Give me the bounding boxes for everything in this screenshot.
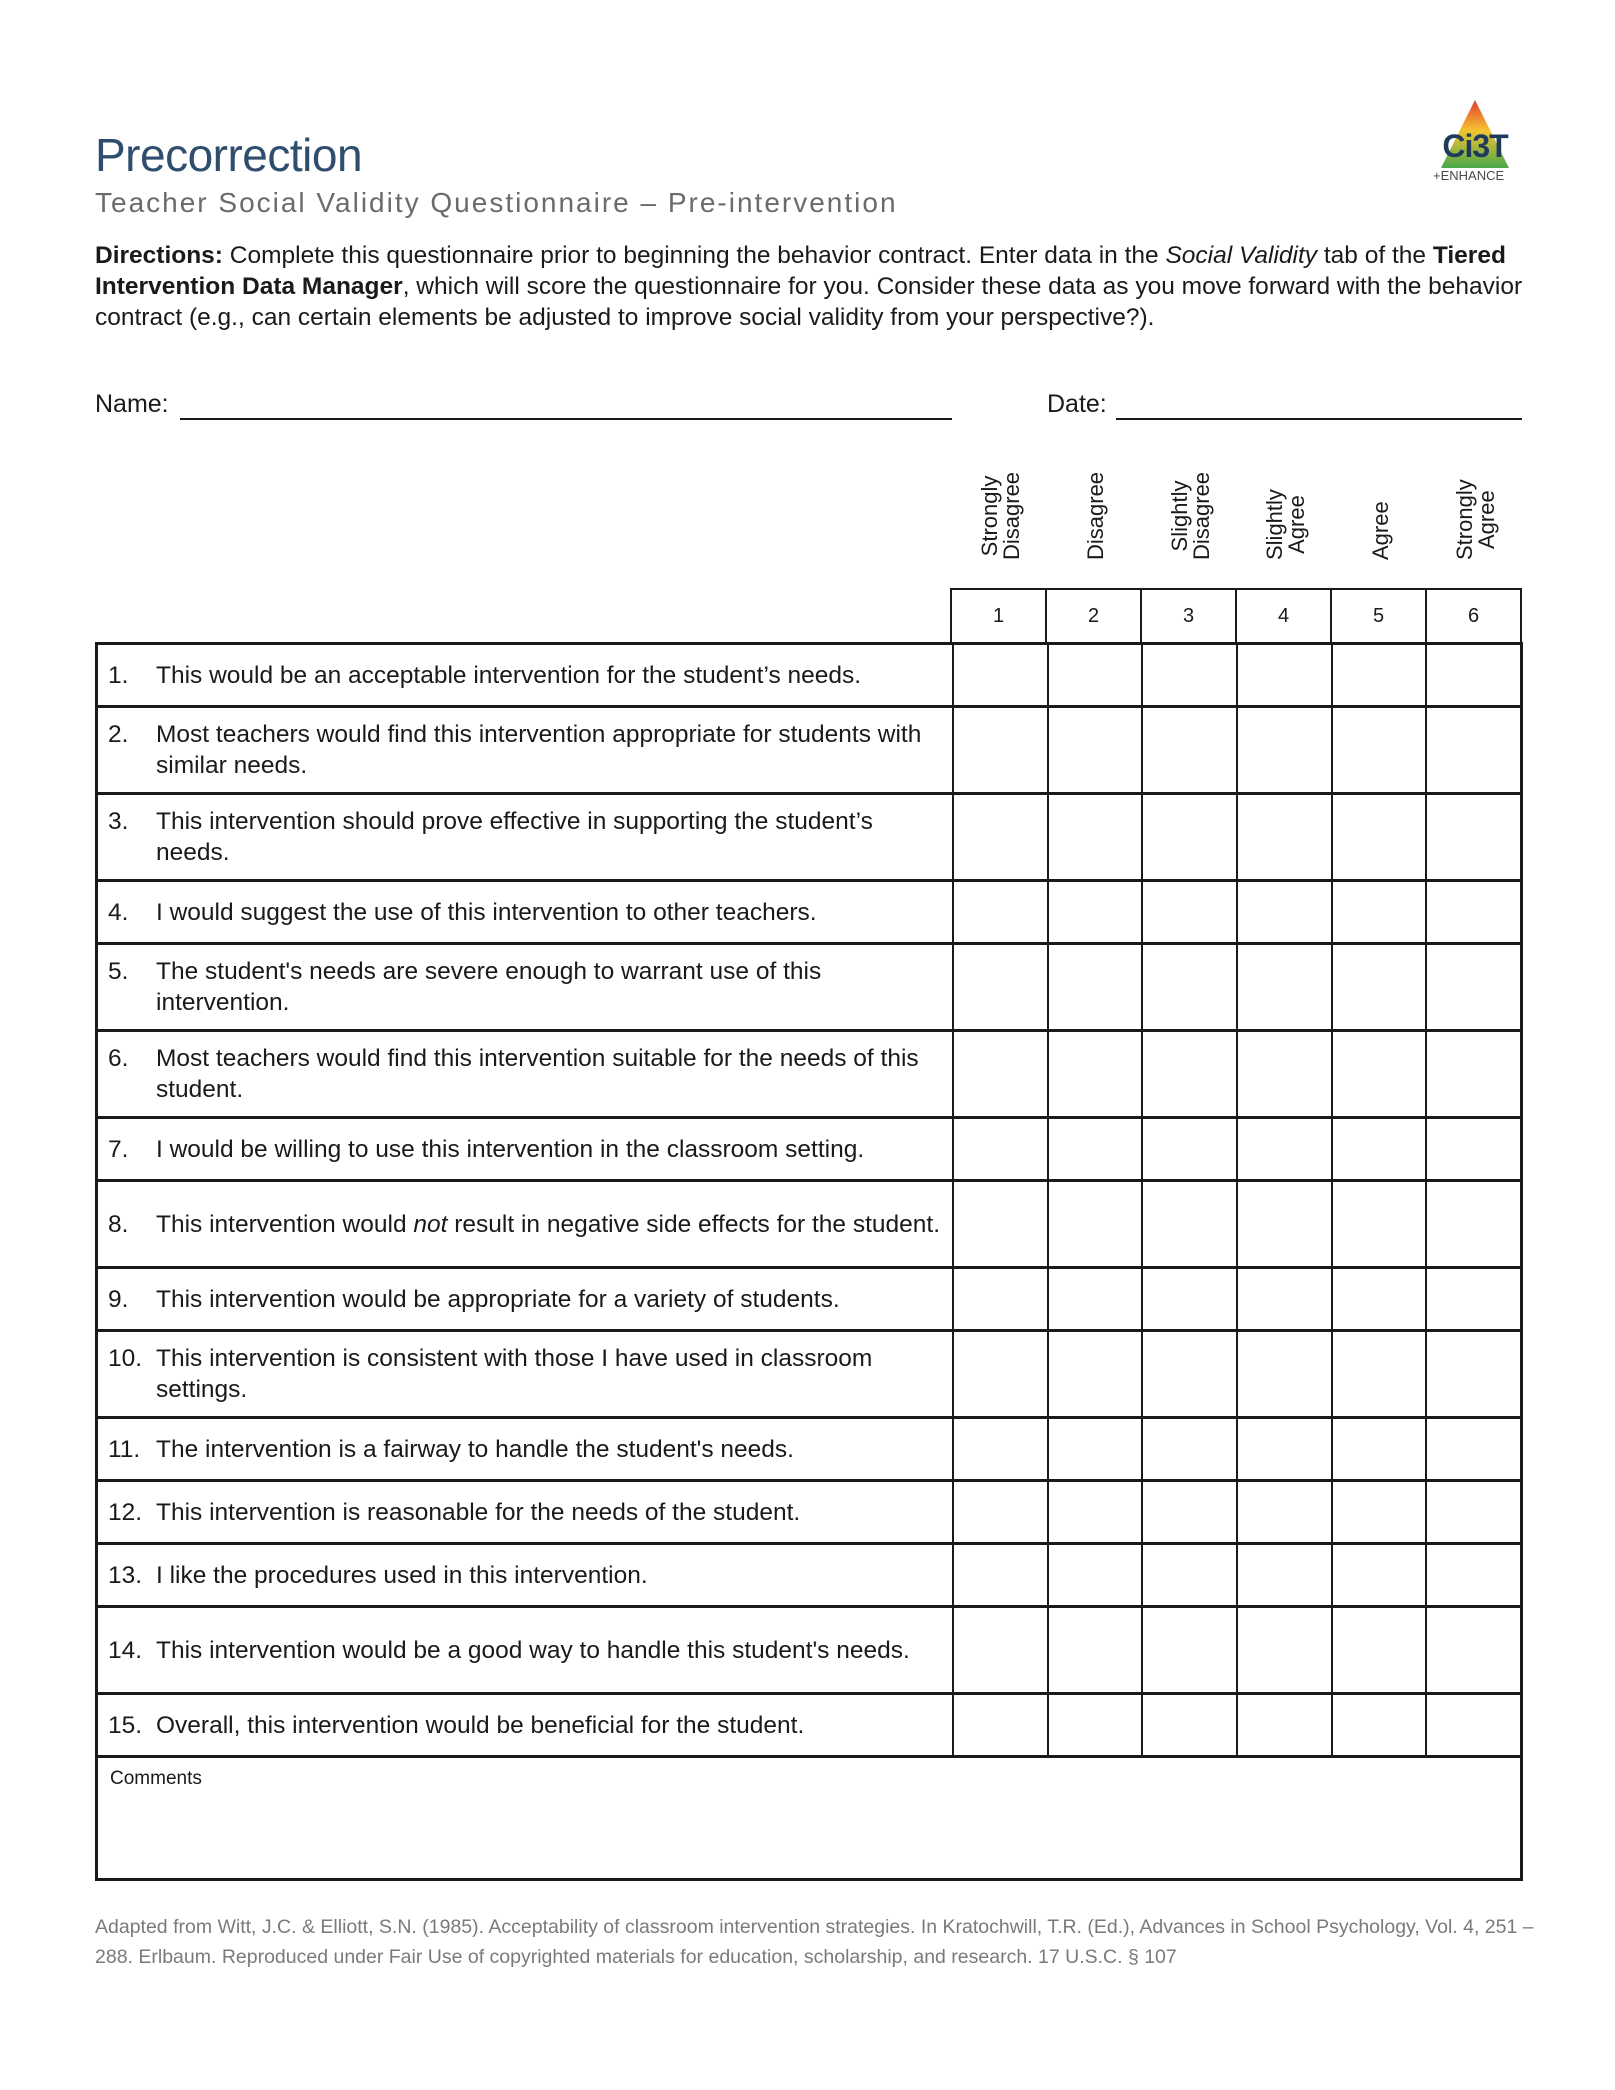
rating-cell-3[interactable] (1142, 1607, 1237, 1694)
rating-cell-6[interactable] (1426, 1607, 1521, 1694)
rating-cell-5[interactable] (1332, 1118, 1427, 1181)
rating-cell-5[interactable] (1332, 794, 1427, 881)
rating-cell-4[interactable] (1237, 1544, 1332, 1607)
rating-cell-5[interactable] (1332, 944, 1427, 1031)
scale-number-6: 6 (1426, 589, 1521, 643)
question-number: 8. (108, 1210, 129, 1238)
scale-label-6: Strongly Agree (1451, 479, 1499, 560)
rating-cell-2[interactable] (1048, 881, 1143, 944)
rating-cell-1[interactable] (953, 1544, 1048, 1607)
directions-italic: Social Validity (1165, 242, 1318, 269)
rating-cell-4[interactable] (1237, 1181, 1332, 1268)
rating-cell-4[interactable] (1237, 707, 1332, 794)
rating-cell-1[interactable] (953, 1268, 1048, 1331)
question-row-8 (97, 1181, 1522, 1268)
rating-cell-3[interactable] (1142, 944, 1237, 1031)
question-row-15 (97, 1694, 1522, 1757)
rating-cell-6[interactable] (1426, 1418, 1521, 1481)
scale-number-5: 5 (1331, 589, 1426, 643)
rating-cell-4[interactable] (1237, 1418, 1332, 1481)
question-row-13 (97, 1544, 1522, 1607)
question-text: This intervention would be appropriate for a variety of students. (156, 1285, 840, 1313)
rating-cell-3[interactable] (1142, 1694, 1237, 1757)
question-number: 1. (108, 661, 129, 689)
question-row-7 (97, 1118, 1522, 1181)
rating-cell-5[interactable] (1332, 644, 1427, 707)
rating-cell-2[interactable] (1048, 1694, 1143, 1757)
name-label: Name: (95, 390, 169, 418)
rating-cell-3[interactable] (1142, 1031, 1237, 1118)
rating-cell-6[interactable] (1426, 794, 1521, 881)
rating-cell-6[interactable] (1426, 1031, 1521, 1118)
rating-cell-6[interactable] (1426, 1331, 1521, 1418)
question-text: I would suggest the use of this intervention to other teachers. (156, 898, 817, 926)
question-text: This intervention is reasonable for the needs of the student. (156, 1498, 801, 1526)
rating-cell-1[interactable] (953, 794, 1048, 881)
rating-cell-4[interactable] (1237, 881, 1332, 944)
rating-cell-4[interactable] (1237, 1694, 1332, 1757)
rating-cell-1[interactable] (953, 1118, 1048, 1181)
directions-part-3: , which will score the questionnaire for you. Consider these data as you move forward with the behavior contract (e.g., can certain elements be adjusted to improve social validity from your perspective?). (95, 273, 1523, 331)
scale-label-3: Slightly Disagree (1166, 471, 1214, 560)
question-number: 2. (108, 721, 129, 748)
scale-number-header (950, 588, 1522, 644)
question-number: 9. (108, 1285, 129, 1313)
rating-cell-1[interactable] (953, 644, 1048, 707)
rating-cell-2[interactable] (1048, 1331, 1143, 1418)
question-row-14 (97, 1607, 1522, 1694)
scale-label-2: Disagree (1082, 471, 1108, 560)
rating-cell-3[interactable] (1142, 644, 1237, 707)
rating-cell-6[interactable] (1426, 1268, 1521, 1331)
directions-label: Directions: (95, 242, 223, 269)
date-field[interactable] (1116, 418, 1522, 420)
citation-footer: Adapted from Witt, J.C. & Elliott, S.N. (1985). Acceptability of classroom intervention strategies. In Kratochwill, T.R. (Ed.), Advances in School Psychology, Vol. 4, 251 – 288. Erlbaum. Reproduced under Fair Use of copyrighted materials for education, scholarship, and research. 17 U.S.C. § 107 (95, 1916, 1534, 1968)
rating-cell-3[interactable] (1142, 1331, 1237, 1418)
rating-cell-4[interactable] (1237, 1268, 1332, 1331)
question-text: This intervention should prove effective in supporting the student’s needs. (156, 808, 873, 866)
rating-cell-1[interactable] (953, 1181, 1048, 1268)
rating-cell-2[interactable] (1048, 707, 1143, 794)
question-text: This intervention is consistent with those I have used in classroom settings. (156, 1345, 873, 1403)
rating-cell-5[interactable] (1332, 707, 1427, 794)
question-number: 15. (108, 1711, 143, 1739)
rating-cell-3[interactable] (1142, 1181, 1237, 1268)
question-number: 3. (108, 808, 129, 835)
rating-cell-2[interactable] (1048, 1481, 1143, 1544)
question-text: Most teachers would find this intervention suitable for the needs of this student. (156, 1045, 919, 1103)
question-row-1 (97, 644, 1522, 707)
scale-number-3: 3 (1141, 589, 1236, 643)
scale-number-4: 4 (1236, 589, 1331, 643)
rating-cell-2[interactable] (1048, 1544, 1143, 1607)
rating-cell-6[interactable] (1426, 1481, 1521, 1544)
rating-cell-4[interactable] (1237, 1118, 1332, 1181)
rating-cell-6[interactable] (1426, 1181, 1521, 1268)
question-row-5 (97, 944, 1522, 1031)
rating-cell-4[interactable] (1237, 1031, 1332, 1118)
question-text: I would be willing to use this intervention in the classroom setting. (156, 1135, 865, 1163)
question-number: 14. (108, 1636, 143, 1664)
question-row-9 (97, 1268, 1522, 1331)
rating-cell-5[interactable] (1332, 1031, 1427, 1118)
directions-part-1: Complete this questionnaire prior to beginning the behavior contract. Enter data in the (222, 242, 1166, 269)
rating-cell-2[interactable] (1048, 1607, 1143, 1694)
rating-cell-6[interactable] (1426, 881, 1521, 944)
questionnaire-table (95, 642, 1523, 1881)
rating-cell-5[interactable] (1332, 1268, 1427, 1331)
rating-cell-5[interactable] (1332, 1418, 1427, 1481)
question-row-4 (97, 881, 1522, 944)
question-number: 4. (108, 898, 129, 926)
question-number: 5. (108, 958, 129, 985)
rating-cell-4[interactable] (1237, 644, 1332, 707)
question-row-11 (97, 1418, 1522, 1481)
rating-cell-6[interactable] (1426, 707, 1521, 794)
directions-part-2: tab of the (1317, 242, 1433, 269)
rating-cell-6[interactable] (1426, 1118, 1521, 1181)
question-text: The student's needs are severe enough to warrant use of this intervention. (156, 958, 822, 1016)
rating-cell-4[interactable] (1237, 794, 1332, 881)
rating-cell-3[interactable] (1142, 1418, 1237, 1481)
directions-bold: Tiered Intervention Data Manager (95, 242, 1506, 300)
scale-label-5: Agree (1367, 501, 1393, 560)
scale-number-2: 2 (1046, 589, 1141, 643)
rating-cell-4[interactable] (1237, 1607, 1332, 1694)
rating-cell-6[interactable] (1426, 1544, 1521, 1607)
rating-cell-5[interactable] (1332, 1181, 1427, 1268)
question-row-12 (97, 1481, 1522, 1544)
comments-row (97, 1757, 1522, 1880)
question-text: This intervention would be a good way to handle this student's needs. (156, 1636, 910, 1664)
comments-field[interactable] (97, 1757, 1522, 1880)
question-row-10 (97, 1331, 1522, 1418)
question-text: This intervention would not result in negative side effects for the student. (156, 1210, 941, 1238)
rating-cell-2[interactable] (1048, 1118, 1143, 1181)
rating-cell-1[interactable] (953, 1031, 1048, 1118)
question-text: I like the procedures used in this intervention. (156, 1561, 648, 1589)
question-number: 13. (108, 1561, 143, 1589)
rating-cell-5[interactable] (1332, 1331, 1427, 1418)
rating-cell-2[interactable] (1048, 644, 1143, 707)
rating-cell-2[interactable] (1048, 794, 1143, 881)
question-text: Most teachers would find this intervention appropriate for students with similar needs. (156, 721, 922, 779)
page-subtitle: Teacher Social Validity Questionnaire – Pre-intervention (95, 187, 898, 218)
rating-cell-4[interactable] (1237, 1331, 1332, 1418)
logo-text: Ci3T (1442, 128, 1508, 164)
rating-cell-3[interactable] (1142, 1268, 1237, 1331)
rating-cell-2[interactable] (1048, 1031, 1143, 1118)
rating-cell-1[interactable] (953, 1481, 1048, 1544)
rating-cell-2[interactable] (1048, 944, 1143, 1031)
rating-cell-1[interactable] (953, 1331, 1048, 1418)
rating-cell-4[interactable] (1237, 1481, 1332, 1544)
question-number: 12. (108, 1498, 143, 1526)
rating-cell-4[interactable] (1237, 944, 1332, 1031)
rating-cell-6[interactable] (1426, 944, 1521, 1031)
scale-label-1: Strongly Disagree (976, 471, 1024, 560)
name-field[interactable] (180, 418, 952, 420)
rating-cell-5[interactable] (1332, 1694, 1427, 1757)
rating-cell-1[interactable] (953, 1418, 1048, 1481)
rating-cell-5[interactable] (1332, 1481, 1427, 1544)
rating-cell-3[interactable] (1142, 1481, 1237, 1544)
rating-cell-3[interactable] (1142, 794, 1237, 881)
page-title: Precorrection (95, 129, 363, 181)
question-number: 7. (108, 1135, 129, 1163)
rating-cell-6[interactable] (1426, 1694, 1521, 1757)
date-label: Date: (1047, 390, 1107, 418)
question-number: 11. (108, 1435, 141, 1463)
rating-cell-2[interactable] (1048, 1418, 1143, 1481)
comments-label: Comments (110, 1768, 202, 1789)
rating-cell-3[interactable] (1142, 707, 1237, 794)
question-number: 6. (108, 1045, 129, 1072)
rating-cell-1[interactable] (953, 1607, 1048, 1694)
scale-number-1: 1 (951, 589, 1046, 643)
question-row-3 (97, 794, 1522, 881)
rating-cell-1[interactable] (953, 881, 1048, 944)
rating-cell-1[interactable] (953, 707, 1048, 794)
rating-cell-3[interactable] (1142, 881, 1237, 944)
rating-cell-5[interactable] (1332, 1607, 1427, 1694)
rating-cell-6[interactable] (1426, 644, 1521, 707)
logo-subtext: +ENHANCE (1433, 168, 1505, 183)
directions-text (95, 240, 1525, 333)
rating-cell-5[interactable] (1332, 1544, 1427, 1607)
rating-cell-3[interactable] (1142, 1544, 1237, 1607)
rating-cell-5[interactable] (1332, 881, 1427, 944)
rating-cell-2[interactable] (1048, 1181, 1143, 1268)
ci3t-logo (1425, 98, 1525, 190)
rating-cell-1[interactable] (953, 944, 1048, 1031)
scale-label-4: Slightly Agree (1261, 489, 1309, 560)
question-row-2 (97, 707, 1522, 794)
question-text: The intervention is a fairway to handle the student's needs. (156, 1435, 794, 1463)
question-text: Overall, this intervention would be beneficial for the student. (156, 1711, 805, 1739)
question-text: This would be an acceptable intervention for the student’s needs. (156, 661, 862, 689)
question-row-6 (97, 1031, 1522, 1118)
rating-cell-1[interactable] (953, 1694, 1048, 1757)
question-number: 10. (108, 1345, 143, 1372)
rating-cell-3[interactable] (1142, 1118, 1237, 1181)
rating-cell-2[interactable] (1048, 1268, 1143, 1331)
